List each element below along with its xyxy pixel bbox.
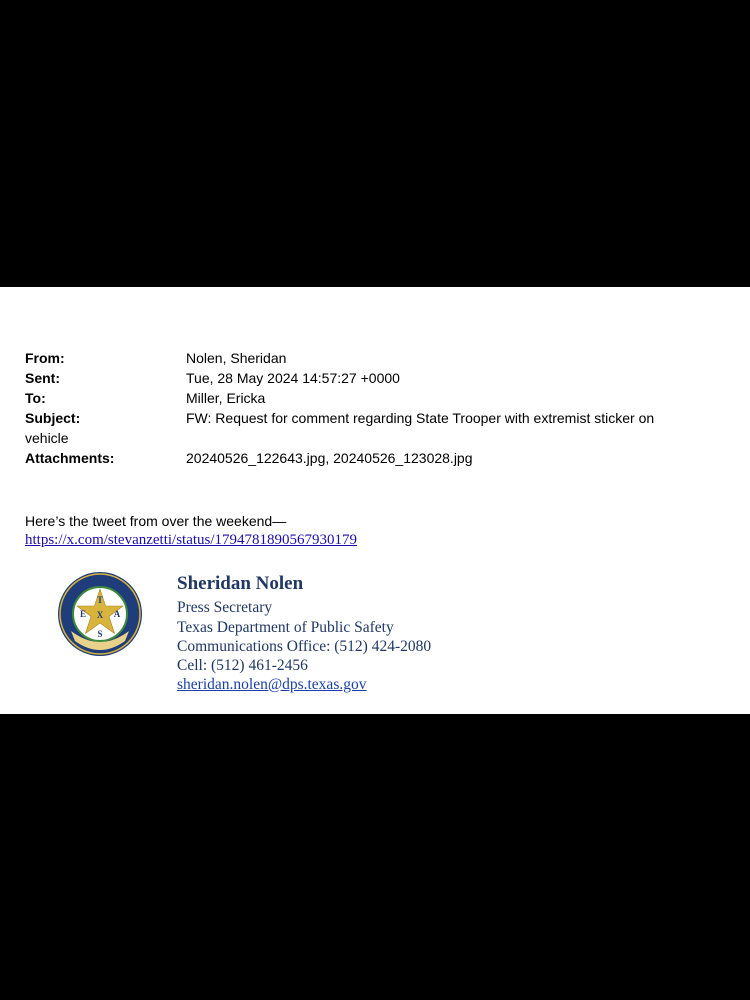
seal-letter-t: T	[96, 595, 104, 605]
seal-letter-a: A	[113, 609, 121, 619]
seal-letter-e: E	[79, 609, 87, 619]
signature-email-link[interactable]: sheridan.nolen@dps.texas.gov	[177, 676, 367, 693]
sent-label: Sent:	[25, 370, 60, 386]
subject-label: Subject:	[25, 410, 81, 426]
to-value: Miller, Ericka	[186, 390, 266, 406]
subject-value: FW: Request for comment regarding State Trooper with extremist sticker on	[186, 410, 655, 426]
from-value: Nolen, Sheridan	[186, 350, 287, 366]
email-page	[0, 287, 750, 714]
signature-office-phone: Communications Office: (512) 424-2080	[177, 638, 432, 655]
seal-letter-s: S	[97, 629, 103, 639]
dps-seal-icon	[57, 571, 143, 657]
subject-value-continued: vehicle	[25, 430, 69, 446]
seal-letter-x: X	[96, 610, 104, 620]
signature-title: Press Secretary	[177, 599, 273, 616]
to-label: To:	[25, 390, 46, 406]
attachments-label: Attachments:	[25, 450, 115, 466]
message-body: Here’s the tweet from over the weekend—	[25, 513, 287, 529]
attachments-value[interactable]: 20240526_122643.jpg, 20240526_123028.jpg	[186, 450, 473, 466]
signature-org: Texas Department of Public Safety	[177, 619, 394, 636]
signature-cell-phone: Cell: (512) 461-2456	[177, 657, 308, 674]
from-label: From:	[25, 350, 65, 366]
signature-name: Sheridan Nolen	[177, 573, 304, 594]
sent-value: Tue, 28 May 2024 14:57:27 +0000	[186, 370, 400, 386]
tweet-link[interactable]: https://x.com/stevanzetti/status/1794781890567930179	[25, 532, 358, 548]
